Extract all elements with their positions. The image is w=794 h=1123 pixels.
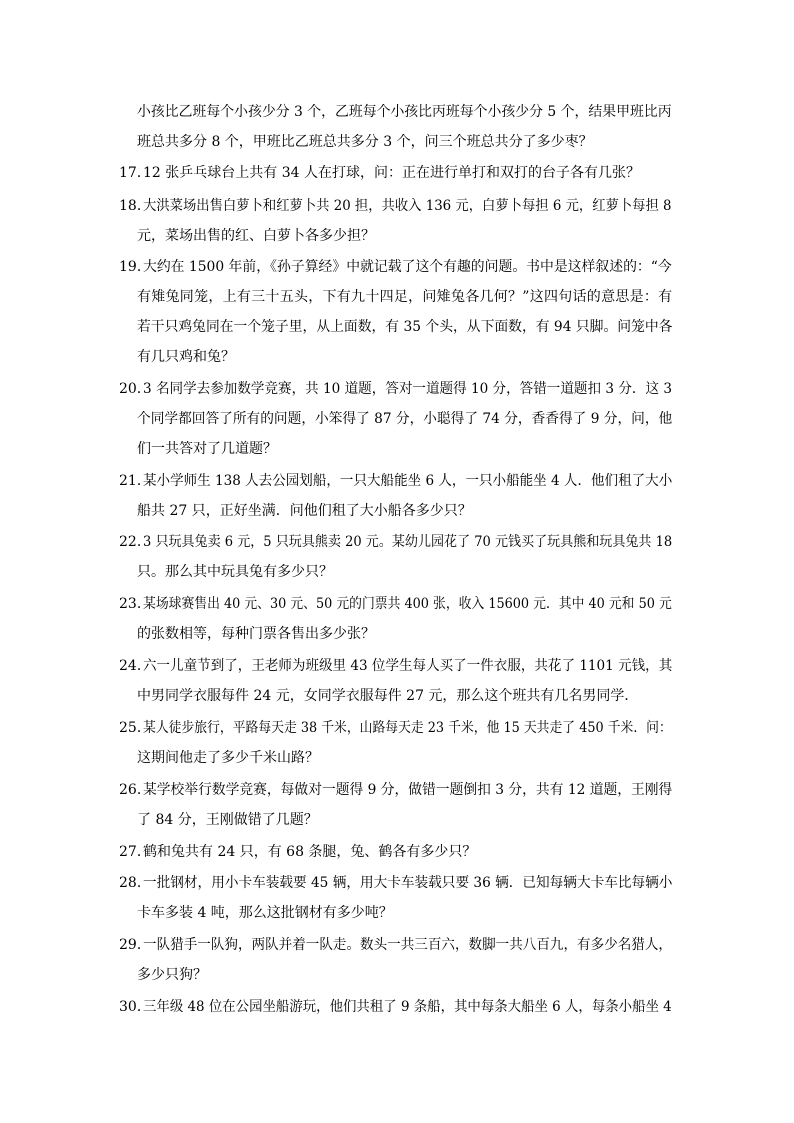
problem-number: 20．: [119, 381, 151, 397]
problem-text-line: 中男同学衣服每件 24 元，女同学衣服每件 27 元，那么这个班共有几名男同学．: [137, 688, 639, 704]
problem-text-line: 某场球赛售出 40 元、30 元、50 元的门票共 400 张，收入 15600 元．其中 40 元和 50 元: [143, 596, 672, 612]
continuation-line: 小孩比乙班每个小孩少分 3 个，乙班每个小孩比丙班每个小孩少分 5 个，结果甲班比丙: [137, 104, 672, 120]
problem-text-line: 六一儿童节到了，王老师为班级里 43 位学生每人买了一件衣服，共花了 1101 元钱，其: [143, 658, 673, 674]
problem-text-line: 元，菜场出售的红、白萝卜各多少担？: [137, 228, 375, 244]
problem-text-line: 大约在 1500 年前，《孙子算经》中就记载了这个有趣的问题。书中是这样叙述的：“今: [143, 259, 672, 275]
problem-text-line: 3 只玩具兔卖 6 元，5 只玩具熊卖 20 元。某幼儿园花了 70 元钱买了玩具熊和玩具兔共 18: [143, 534, 673, 550]
problem-text-line: 卡车多装 4 吨，那么这批钢材有多少吨？: [137, 905, 393, 921]
problem-number: 18．: [119, 198, 151, 214]
problem-number: 21．: [119, 473, 151, 489]
continuation-line: 班总共多分 8 个，甲班比乙班总共多分 3 个，问三个班总共分了多少枣？: [137, 134, 593, 150]
problem-text-line: 某人徒步旅行，平路每天走 38 千米，山路每天走 23 千米，他 15 天共走了 450 千米．问：: [143, 720, 672, 736]
problem-number: 17．: [119, 165, 151, 181]
problem-text-line: 一队猎手一队狗，两队并着一队走。数头一共三百六，数脚一共八百九，有多少名猎人，: [143, 937, 672, 953]
problem-text-line: 3 名同学去参加数学竞赛，共 10 道题，答对一道题得 10 分，答错一道题扣 3 分．这 3: [143, 381, 672, 397]
problem-text-line: 若干只鸡兔同在一个笼子里，从上面数，有 35 个头，从下面数，有 94 只脚。问笼中各: [137, 319, 673, 335]
problem-text-line: 这期间他走了多少千米山路？: [137, 750, 319, 766]
problem-text-line: 个同学都回答了所有的问题，小笨得了 87 分，小聪得了 74 分，香香得了 9 分，问，他: [137, 411, 673, 427]
problem-number: 26．: [119, 782, 151, 798]
problem-number: 30．: [119, 999, 151, 1015]
problem-number: 19．: [119, 259, 151, 275]
problem-text-line: 有几只鸡和兔？: [137, 349, 235, 365]
problem-text-line: 了 84 分，王刚做错了几题？: [137, 812, 318, 828]
problem-text-line: 只。那么其中玩具兔有多少只？: [137, 564, 333, 580]
problem-number: 29．: [119, 937, 151, 953]
problem-text-line: 的张数相等，每种门票各售出多少张？: [137, 626, 375, 642]
problem-text-line: 们一共答对了几道题？: [137, 441, 277, 457]
problem-number: 25．: [119, 720, 151, 736]
problem-text-line: 一批钢材，用小卡车装载要 45 辆，用大卡车装载只要 36 辆．已知每辆大卡车比每辆小: [143, 875, 673, 891]
problem-text-line: 大洪菜场出售白萝卜和红萝卜共 20 担，共收入 136 元，白萝卜每担 6 元，红萝卜每担 8: [143, 198, 672, 214]
problem-text-line: 有雉兔同笼，上有三十五头，下有九十四足，问雉兔各几何？”这四句话的意思是：有: [137, 289, 673, 305]
problem-number: 27．: [119, 844, 151, 860]
problem-text-line: 多少只狗？: [137, 967, 207, 983]
problem-number: 28．: [119, 875, 151, 891]
problem-number: 24．: [119, 658, 151, 674]
problem-number: 22．: [119, 534, 151, 550]
problem-text-line: 鹤和兔共有 24 只，有 68 条腿，兔、鹤各有多少只？: [143, 844, 477, 860]
problem-text-line: 三年级 48 位在公园坐船游玩，他们共租了 9 条船，其中每条大船坐 6 人，每条小船坐 4: [143, 999, 672, 1015]
problem-text-line: 某学校举行数学竞赛，每做对一题得 9 分，做错一题倒扣 3 分，共有 12 道题，王刚得: [143, 782, 673, 798]
problem-text-line: 12 张乒乓球台上共有 34 人在打球，问：正在进行单打和双打的台子各有几张？: [143, 165, 640, 181]
problem-number: 23．: [119, 596, 151, 612]
problem-text-line: 某小学师生 138 人去公园划船，一只大船能坐 6 人，一只小船能坐 4 人．他们租了大小: [143, 473, 673, 489]
problem-text-line: 船共 27 只，正好坐满．问他们租了大小船各多少只？: [137, 503, 472, 519]
